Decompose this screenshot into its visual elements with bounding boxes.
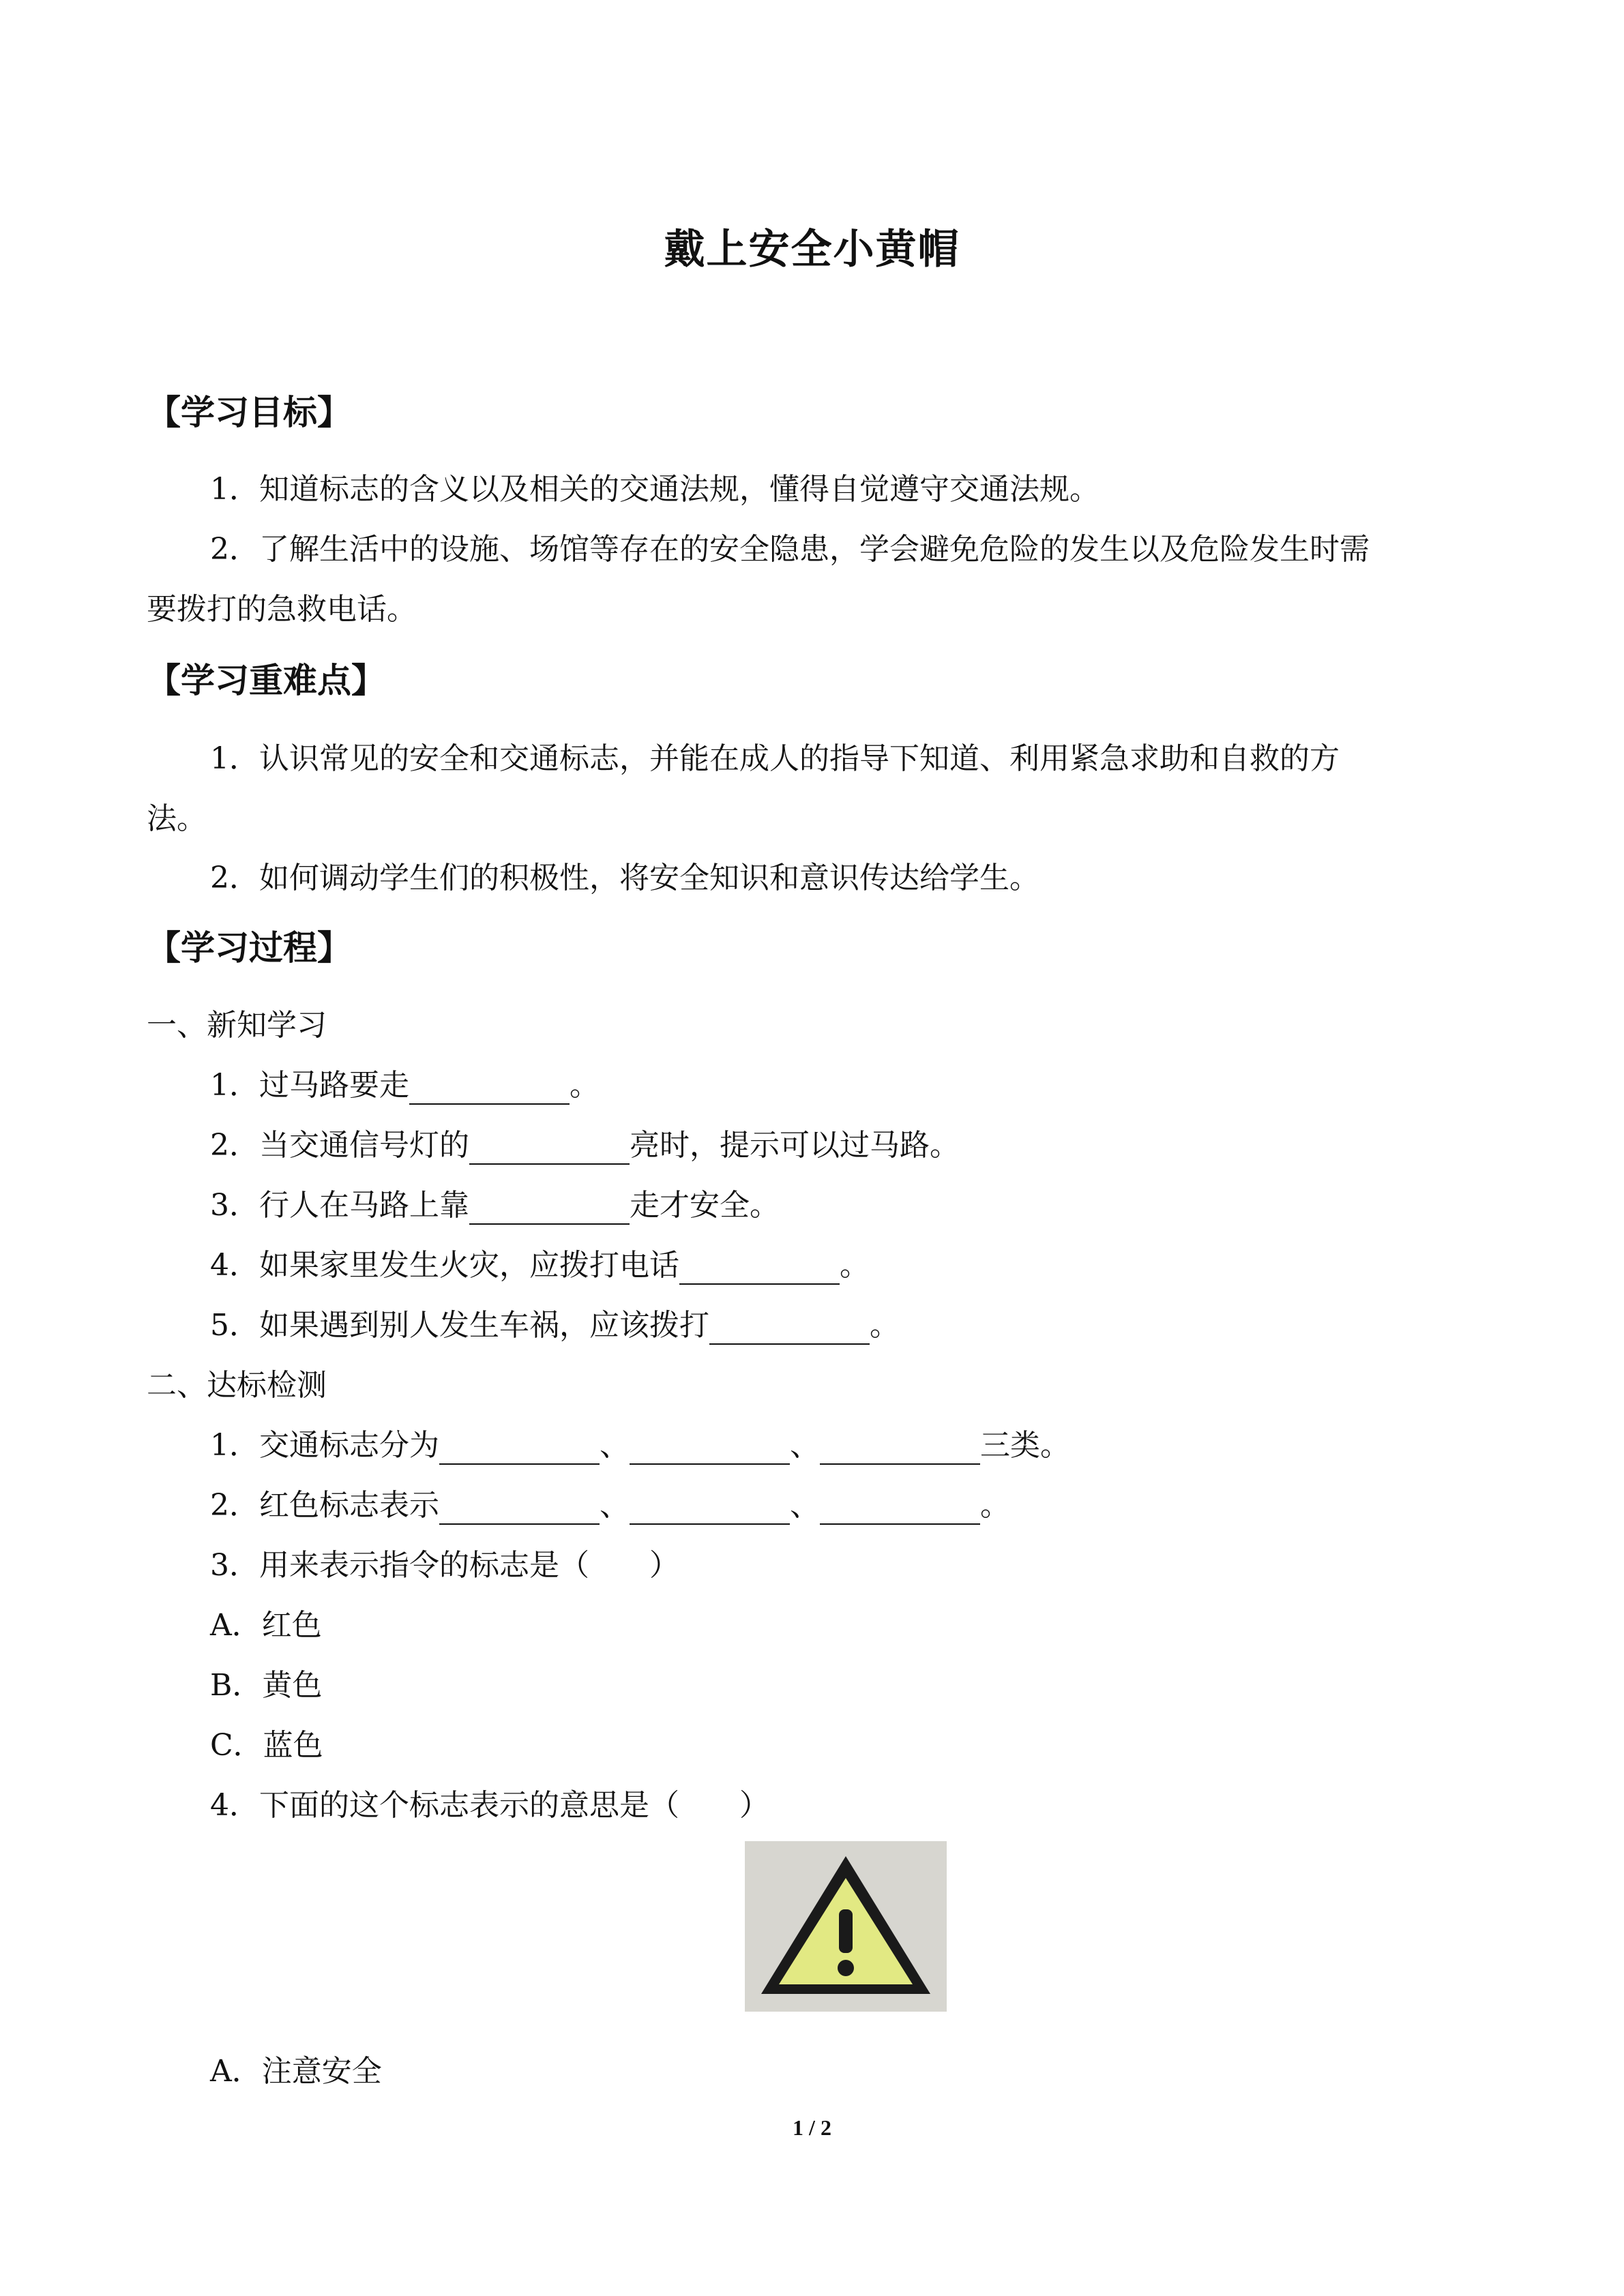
answer-blank[interactable] — [679, 1252, 840, 1285]
part2-question-4: 4．下面的这个标志表示的意思是（ ） — [210, 1788, 769, 1823]
separator: 、 — [600, 1428, 630, 1463]
goal-item-2-line1: 2．了解生活中的设施、场馆等存在的安全隐患，学会避免危险的发生以及危险发生时需 — [210, 532, 1370, 567]
warning-triangle-icon — [745, 1841, 947, 2012]
question-text-end: 。 — [870, 1308, 900, 1343]
question-text-end: 。 — [570, 1068, 600, 1103]
question-text: 5．如果遇到别人发生车祸，应该拨打 — [210, 1308, 709, 1343]
answer-blank[interactable] — [469, 1132, 630, 1165]
part1-question-1 — [210, 1067, 600, 1105]
question-text: 4．如果家里发生火灾，应拨打电话 — [210, 1248, 679, 1283]
keypoint-item-1-line1: 1．认识常见的安全和交通标志，并能在成人的指导下知道、利用紧急求助和自救的方 — [210, 741, 1340, 776]
option-c[interactable]: C．蓝色 — [210, 1728, 323, 1763]
answer-blank[interactable] — [820, 1432, 980, 1465]
answer-blank[interactable] — [630, 1432, 790, 1465]
question-text: 2．当交通信号灯的 — [210, 1128, 469, 1163]
separator: 、 — [790, 1488, 820, 1523]
part2-label: 二、达标检测 — [147, 1368, 327, 1403]
option-a-safety[interactable]: A．注意安全 — [210, 2054, 382, 2089]
answer-blank[interactable] — [709, 1312, 870, 1345]
question-text: 2．红色标志表示 — [210, 1488, 439, 1523]
answer-blank[interactable] — [469, 1192, 630, 1225]
option-b[interactable]: B．黄色 — [210, 1668, 323, 1703]
goal-item-1: 1．知道标志的含义以及相关的交通法规，懂得自觉遵守交通法规。 — [210, 472, 1099, 507]
page-title: 戴上安全小黄帽 — [664, 226, 960, 273]
heading-keypoints: 【学习重难点】 — [147, 661, 385, 700]
part2-question-1 — [210, 1427, 1070, 1465]
part1-question-4 — [210, 1247, 870, 1285]
option-a[interactable]: A．红色 — [210, 1608, 322, 1643]
answer-blank[interactable] — [630, 1492, 790, 1525]
separator: 、 — [790, 1428, 820, 1463]
keypoint-item-2: 2．如何调动学生们的积极性，将安全知识和意识传达给学生。 — [210, 861, 1039, 895]
question-text: 1．过马路要走 — [210, 1068, 409, 1103]
answer-blank[interactable] — [439, 1432, 600, 1465]
answer-blank[interactable] — [409, 1072, 570, 1105]
part1-question-5 — [210, 1307, 900, 1345]
part2-question-2 — [210, 1487, 1010, 1525]
goal-item-2-line2: 要拨打的急救电话。 — [147, 592, 417, 627]
question-text-end: 。 — [980, 1488, 1010, 1523]
question-text: 3．行人在马路上靠 — [210, 1188, 469, 1223]
question-text-end: 走才安全。 — [630, 1188, 780, 1223]
part2-question-3: 3．用来表示指令的标志是（ ） — [210, 1548, 679, 1583]
part1-question-3 — [210, 1187, 780, 1225]
question-text: 1．交通标志分为 — [210, 1428, 439, 1463]
question-text-end: 三类。 — [980, 1428, 1070, 1463]
page-number: 1 / 2 — [793, 2115, 831, 2140]
question-text-end: 。 — [840, 1248, 870, 1283]
answer-blank[interactable] — [439, 1492, 600, 1525]
answer-blank[interactable] — [820, 1492, 980, 1525]
part1-label: 一、新知学习 — [147, 1008, 327, 1043]
heading-process: 【学习过程】 — [147, 928, 351, 968]
question-text-end: 亮时，提示可以过马路。 — [630, 1128, 960, 1163]
warning-sign-image — [745, 1841, 947, 2012]
separator: 、 — [600, 1488, 630, 1523]
keypoint-item-1-line2: 法。 — [147, 801, 207, 836]
part1-question-2 — [210, 1127, 960, 1165]
heading-goals: 【学习目标】 — [147, 393, 351, 432]
